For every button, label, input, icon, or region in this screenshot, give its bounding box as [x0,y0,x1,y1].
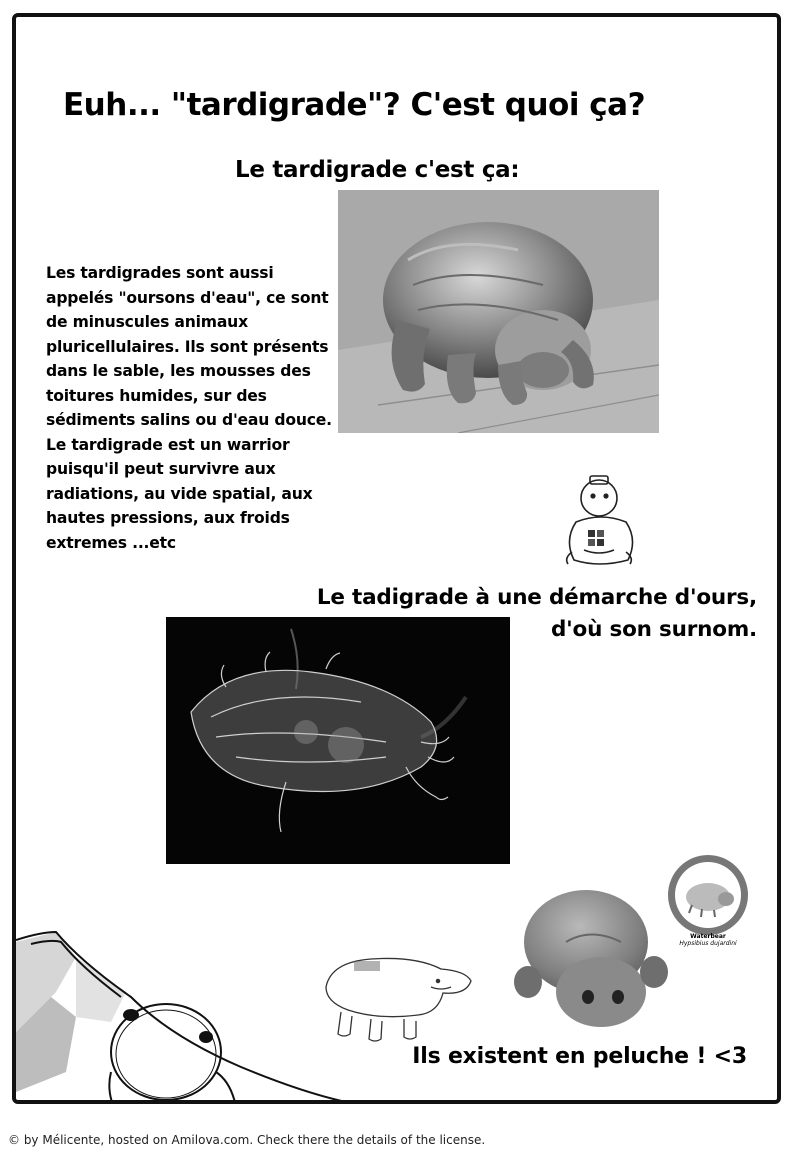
credit-footer: © by Mélicente, hosted on Amilova.com. Check there the details of the license. [8,1133,486,1147]
tardigrade-sem-photo [338,190,659,433]
description-text [46,261,386,555]
description-line: hautes pressions, aux froids [46,509,290,527]
badge-name: Waterbear [690,933,726,940]
gait-line: Le tadigrade à une démarche d'ours, [316,585,757,610]
page-title: Euh... "tardigrade"? C'est quoi ça? [63,87,646,123]
description-line: toitures humides, sur des [46,386,267,405]
plush-caption: Ils existent en peluche ! <3 [412,1044,747,1069]
description-line: appelés "oursons d'eau", ce sont [46,288,329,307]
description-line: de minuscules animaux [46,313,248,331]
subtitle: Le tardigrade c'est ça: [235,157,520,183]
waterbear-badge [666,853,750,937]
description-line: pluricellulaires. Ils sont présents [46,337,329,356]
comic-panel [12,13,781,1104]
tardigrade-doodle [554,472,644,572]
corner-sketch [16,922,346,1104]
description-line: extremes ...etc [46,533,176,552]
plush-photo [506,872,676,1037]
tardigrade-microscope-photo [166,617,510,864]
description-line: Les tardigrades sont aussi [46,264,274,282]
description-line: Le tardigrade est un warrior [46,435,290,454]
description-line: dans le sable, les mousses des [46,362,311,380]
description-line: sédiments salins ou d'eau douce. [46,411,332,429]
description-line: puisqu'il peut survivre aux [46,460,276,478]
badge-species: Hypsibius dujardini [679,940,737,947]
gait-line: d'où son surnom. [550,617,757,642]
description-line: radiations, au vide spatial, aux [46,484,313,503]
